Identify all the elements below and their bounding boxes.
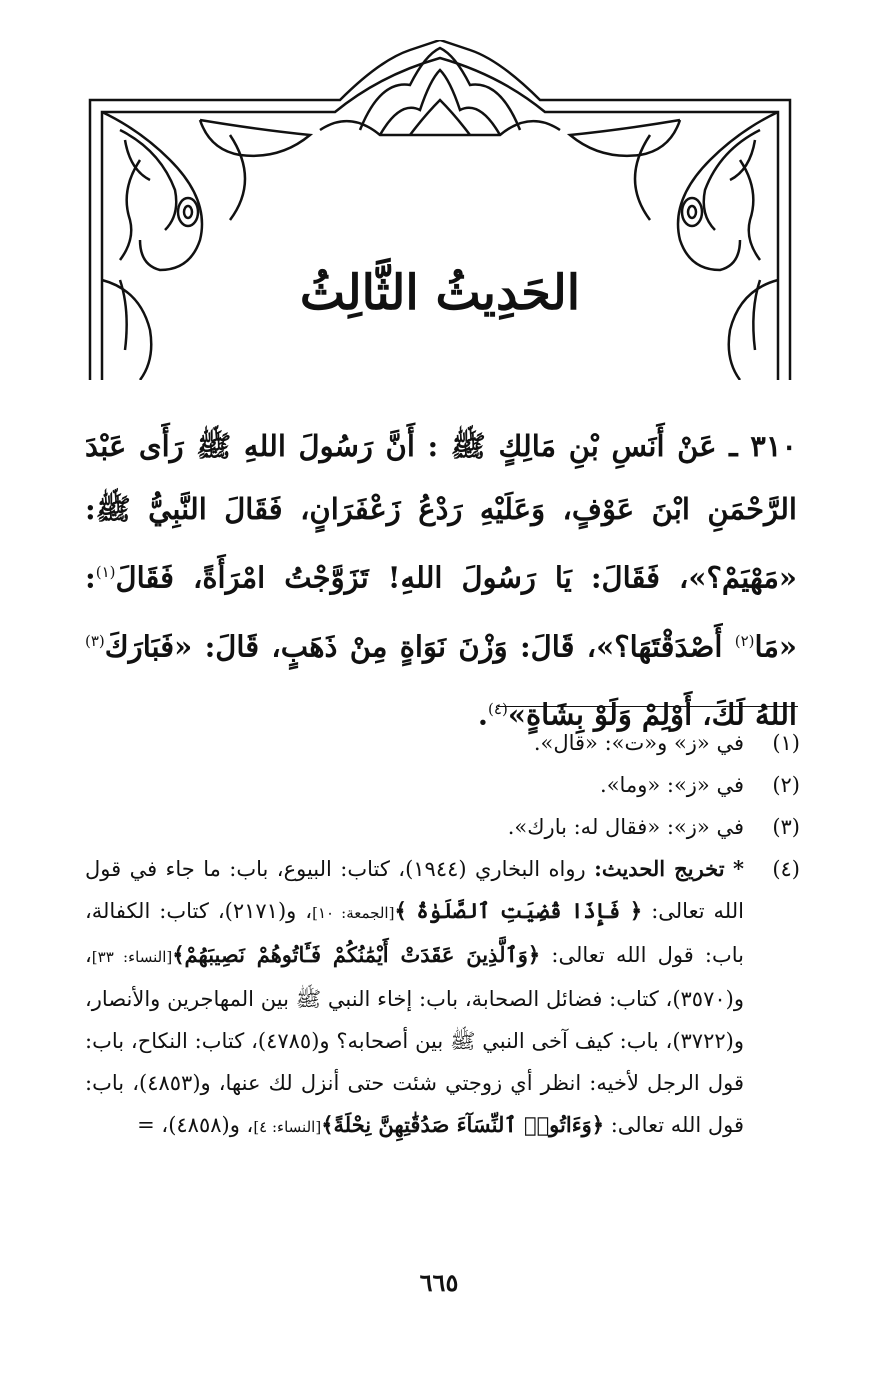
footnote-3	[85, 806, 800, 848]
hadith-text-part-1: ـ عَنْ أَنَسِ بْنِ مَالِكٍ ﷺ : أَنَّ رَسُولَ اللهِ ﷺ رَأَى عَبْدَ الرَّحْمَنِ ابْنَ عَوْفٍ، وَعَلَيْهِ رَدْعُ زَعْفَرَانٍ، فَقَالَ النَّبِيُّ ﷺ: «مَهْيَمْ؟»، فَقَالَ: يَا رَسُولَ اللهِ! تَزَوَّجْتُ امْرَأَةً، فَقَالَ	[85, 429, 797, 595]
quran-quote-1: ﴿ فَإِذَا قُضِيَتِ ٱلصَّلَوٰةُ ﴾	[394, 898, 643, 923]
footnote-text: في «ز»: «فقال له: بارك».	[507, 815, 744, 839]
chapter-title: الحَدِيثُ الثَّالِثُ	[299, 265, 581, 321]
footnotes	[85, 722, 800, 1148]
footnote-1	[85, 722, 800, 764]
footnote-text	[85, 848, 744, 1148]
footnote-marker-4: (٤)	[488, 700, 508, 719]
quran-ref-2: [النساء: ٣٣]	[91, 948, 173, 966]
hadith-number: ٣١٠	[750, 429, 797, 463]
footnote-number: (٤)	[772, 857, 800, 881]
footnote-number: (٣)	[772, 815, 800, 839]
quran-quote-3: ﴿وَءَاتُوا۟ ٱلنِّسَآءَ صَدُقَٰتِهِنَّ نِحْلَةً﴾	[321, 1112, 605, 1137]
footnote-text: في «ز» و«ت»: «قال».	[533, 731, 744, 755]
quran-ref-1: [الجمعة: ١٠]	[312, 904, 395, 922]
quran-ref-3: [النساء: ٤]	[253, 1118, 322, 1136]
takhrij-text-1: رواه البخاري (١٩٤٤)، كتاب: البيوع، باب: ما جاء في قول الله تعالى:	[85, 857, 744, 923]
footnote-marker-2: (٢)	[734, 631, 755, 650]
footnote-text: في «ز»: «وما».	[600, 773, 744, 797]
footnote-number: (١)	[772, 731, 800, 755]
footnote-4	[85, 848, 800, 1148]
takhrij-label: تخريج الحديث:	[594, 856, 725, 881]
hadith-text-end: .	[477, 697, 489, 732]
hadith-text-part-2: : «مَا	[85, 560, 797, 664]
footnote-number: (٢)	[772, 773, 800, 797]
footnote-marker-1: (١)	[95, 563, 116, 581]
hadith-text-part-3: أَصْدَقْتَهَا؟»، قَالَ: وَزْنَ نَوَاةٍ مِنْ ذَهَبٍ، قَالَ: «فَبَارَكَ	[104, 629, 735, 664]
page-number: ٦٦٥	[419, 1268, 459, 1297]
takhrij-text-4: ، و(٤٨٥٨)، =	[137, 1113, 254, 1137]
footnote-separator	[498, 706, 798, 707]
decorative-frame-ornament	[80, 40, 800, 380]
footnote-2	[85, 764, 800, 806]
star-marker: *	[733, 856, 744, 881]
takhrij-text-2: ، و(٢١٧١)، كتاب: الكفالة، باب: قول الله تعالى:	[85, 899, 745, 967]
footnote-marker-3: (٣)	[85, 631, 105, 650]
hadith-text-part-4: اللهُ لَكَ، أَوْلِمْ وَلَوْ بِشَاةٍ»	[507, 697, 797, 732]
hadith-text	[85, 415, 797, 747]
takhrij-text-3: ، و(٣٥٧٠)، كتاب: فضائل الصحابة، باب: إخاء النبي ﷺ بين المهاجرين والأنصار، و(٣٧٢٢)، باب: كيف آخى النبي ﷺ بين أصحابه؟ و(٤٧٨٥)، كتاب: النكاح، باب: قول الرجل لأخيه: انظر أي زوجتي شئت حتى أنزل لك عنها، و(٤٨٥٣)، باب: قول الله تعالى:	[85, 943, 745, 1137]
quran-quote-2: ﴿وَٱلَّذِينَ عَقَدَتْ أَيْمَٰنُكُمْ فَـَٔاتُوهُمْ نَصِيبَهُمْ﴾	[172, 942, 541, 967]
